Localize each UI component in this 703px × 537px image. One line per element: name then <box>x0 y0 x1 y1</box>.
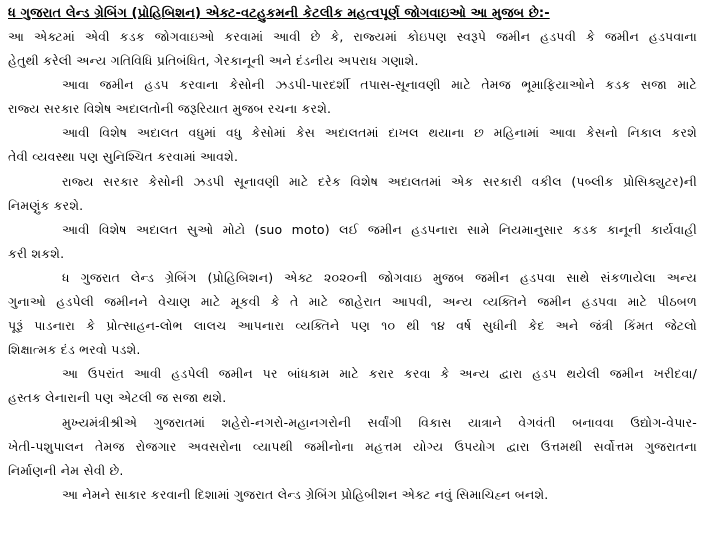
text-line: શિક્ષાત્મક દંડ ભરવો પડશે. <box>8 342 141 358</box>
text-line: આ એક્ટમાં એવી કડક જોગવાઇઓ કરવામાં આવી છે કે, રાજ્યમાં કોઇપણ સ્વરૂપે જમીન હડપવી કે જમીન હડપવાના <box>8 29 697 44</box>
text-line: નિમણુંક કરશે. <box>8 197 84 213</box>
text-line: આવા જમીન હડપ કરવાના કેસોની ઝડપી-પારદર્શી તપાસ-સૂનાવણી માટે તેમજ ભૂમાફિયાઓને કડક સજા માટે <box>62 77 697 93</box>
text-line: નિર્માણની નેમ સેવી છે. <box>8 462 124 478</box>
text-line: હેતુથી કરેલી અન્ય ગતિવિધિ પ્રતિબંધિત, ગેરકાનૂની અને દંડનીય અપરાધ ગણાશે. <box>8 53 419 69</box>
text-line: મુખ્યમંત્રીશ્રીએ ગુજરાતમાં શહેરો-નગરો-મહાનગરોની સર્વાંગી વિકાસ યાત્રાને વેગવંતી બનાવવા ઉદ્યોગ-વેપાર- <box>62 414 697 430</box>
text-line: ખેતી-પશુપાલન તેમજ રોજગાર અવસરોના વ્યાપથી જમીનોના મહત્તમ યોગ્ય ઉપયોગ દ્વારા ઉત્તમથી સર્વોત્તમ ગુજરાતના <box>8 438 697 454</box>
text-line: પૂરૂં પાડનારા કે પ્રોત્સાહન-લોભ લાલચ આપનારા વ્યક્તિને પણ ૧૦ થી ૧૪ વર્ષ સુધીની કેદ અને જંત્રી કિંમત જેટલો <box>8 318 697 334</box>
text-line: આ ઉપરાંત આવી હડપેલી જમીન પર બાંધકામ માટે કરાર કરવા કે અન્ય દ્વારા હડપ થયેલી જમીન ખરીદવા/ <box>62 366 697 382</box>
document-body <box>8 25 697 507</box>
text-line: આવી વિશેષ અદાલત વધુમાં વધુ કેસોમાં કેસ અદાલતમાં દાખલ થયાના છ મહિનામાં આવા કેસનો નિકાલ કરશે <box>62 125 697 141</box>
text-line: કરી શકશે. <box>8 245 65 261</box>
document-heading: ધ ગુજરાત લેન્ડ ગ્રેબિંગ (પ્રોહિબિશન) એક્ટ-વટહુકમની કેટલીક મહત્વપૂર્ણ જોગવાઇઓ આ મુજબ છે:- <box>8 6 550 21</box>
text-line: તેવી વ્યવસ્થા પણ સુનિશ્ચિત કરવામાં આવશે. <box>8 149 239 165</box>
text-line: ધ ગુજરાત લેન્ડ ગ્રેબિંગ (પ્રોહિબિશન) એક્ટ ૨૦૨૦ની જોગવાઇ મુજબ જમીન હડપવા સાથે સંકળાયેલા અન્ય <box>62 269 697 285</box>
text-line: આ નેમને સાકાર કરવાની દિશામાં ગુજરાત લેન્ડ ગ્રેબિંગ પ્રોહિબીશન એક્ટ નવું સિમાચિહ્ન બનશે. <box>62 486 549 502</box>
text-line: હસ્તક લેનારાની પણ એટલી જ સજા થશે. <box>8 390 227 406</box>
text-line: આવી વિશેષ અદાલત સુઓ મોટો (suo moto) લઈ જમીન હડપનારા સામે નિયમાનુસાર કડક કાનૂની કાર્યવાહી <box>62 221 697 237</box>
text-line: ગુનાઓ હડપેલી જમીનને વેચાણ માટે મૂકવી કે તે માટે જાહેરાત આપવી, અન્ય વ્યક્તિને જમીન હડપવા માટે પીઠબળ <box>8 294 697 310</box>
text-line: રાજ્ય સરકાર કેસોની ઝડપી સૂનાવણી માટે દરેક વિશેષ અદાલતમાં એક સરકારી વકીલ (પબ્લીક પ્રોસિક્યુટર)ની <box>62 173 697 189</box>
text-line: રાજ્ય સરકાર વિશેષ અદાલતોની જરૂરિયાત મુજબ રચના કરશે. <box>8 101 332 117</box>
